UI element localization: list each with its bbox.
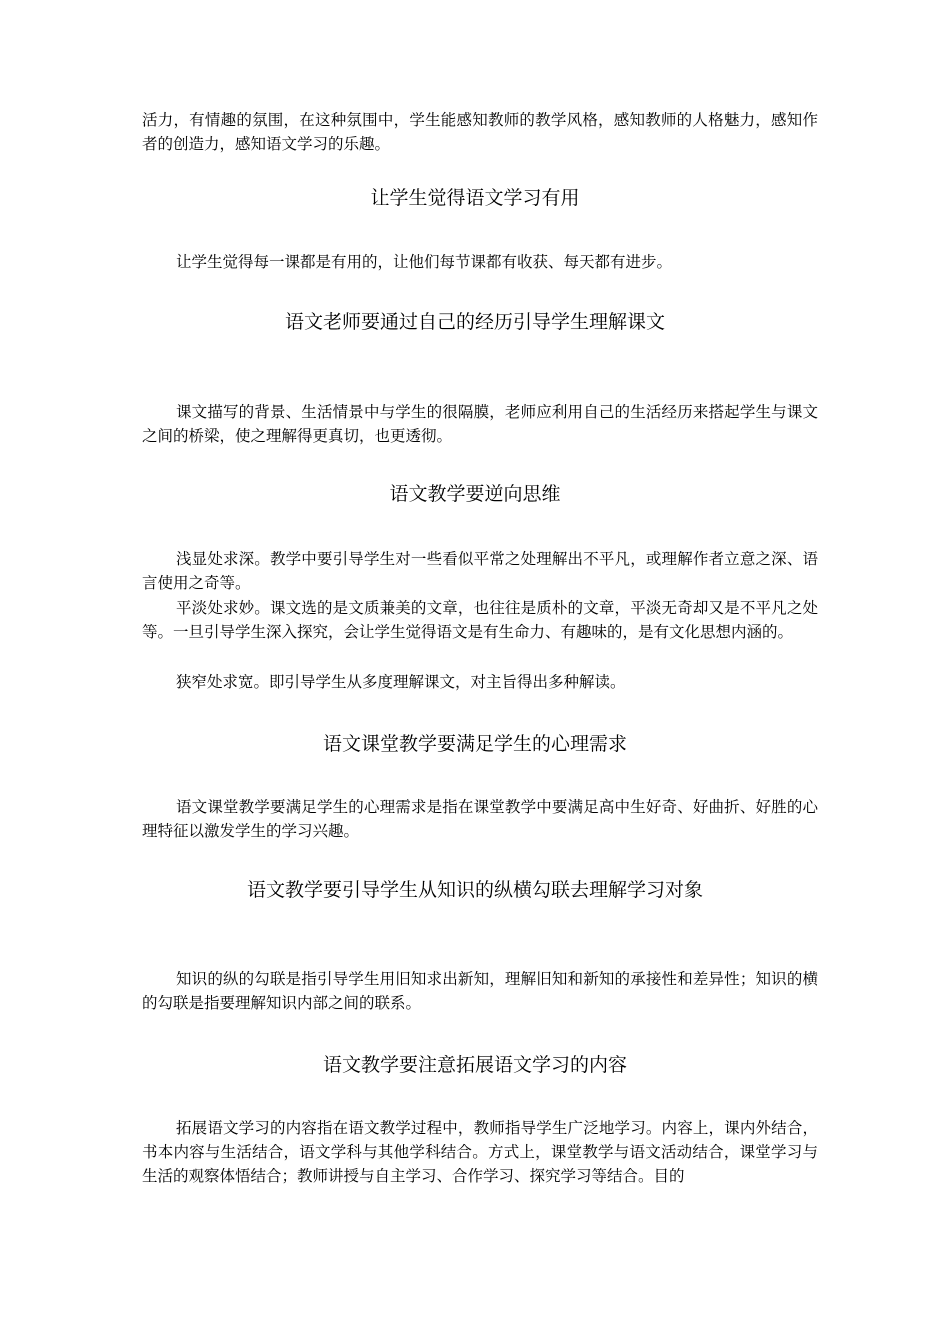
section-heading-knowledge-links: 语文教学要引导学生从知识的纵横勾联去理解学习对象 [246,879,703,901]
section-heading-expand-content: 语文教学要注意拓展语文学习的内容 [322,1054,627,1076]
section-expand-paragraph: 拓展语文学习的内容指在语文教学过程中，教师指导学生广泛地学习。内容上，课内外结合，书本内容与生活结合，语文学科与其他学科结合。方式上，课堂教学与语文活动结合，课堂学习与生活的观察体悟结合；教师讲授与自主学习、合作学习、探究学习等结合。目的 [142,1119,818,1185]
section-reverse-paragraph-3: 狭窄处求宽。即引导学生从多度理解课文，对主旨得出多种解读。 [176,673,626,691]
section-reverse-paragraph-2: 平淡处求妙。课文选的是文质兼美的文章，也往往是质朴的文章，平淡无奇却又是不平凡之处等。一旦引导学生深入探究，会让学生觉得语文是有生命力、有趣味的，是有文化思想内涵的。 [142,599,818,641]
section-useful-paragraph: 让学生觉得每一课都是有用的，让他们每节课都有收获、每天都有进步。 [176,253,673,271]
section-knowledge-paragraph: 知识的纵的勾联是指引导学生用旧知求出新知，理解旧知和新知的承接性和差异性；知识的横的勾联是指要理解知识内部之间的联系。 [142,970,818,1012]
section-experience-paragraph: 课文描写的背景、生活情景中与学生的很隔膜，老师应利用自己的生活经历来搭起学生与课文之间的桥梁，使之理解得更真切，也更透彻。 [142,403,818,445]
section-reverse-paragraph-1: 浅显处求深。教学中要引导学生对一些看似平常之处理解出不平凡，或理解作者立意之深、语言使用之奇等。 [142,550,818,592]
section-psychology-paragraph: 语文课堂教学要满足学生的心理需求是指在课堂教学中要满足高中生好奇、好曲折、好胜的心理特征以激发学生的学习兴趣。 [142,798,818,840]
section-heading-psychology: 语文课堂教学要满足学生的心理需求 [322,733,627,755]
section-heading-reverse-thinking: 语文教学要逆向思维 [389,483,561,505]
section-heading-useful: 让学生觉得语文学习有用 [370,187,580,209]
intro-paragraph: 活力，有情趣的氛围，在这种氛围中，学生能感知教师的教学风格，感知教师的人格魅力，感知作者的创造力，感知语文学习的乐趣。 [142,111,818,153]
section-heading-experience: 语文老师要通过自己的经历引导学生理解课文 [284,311,665,333]
